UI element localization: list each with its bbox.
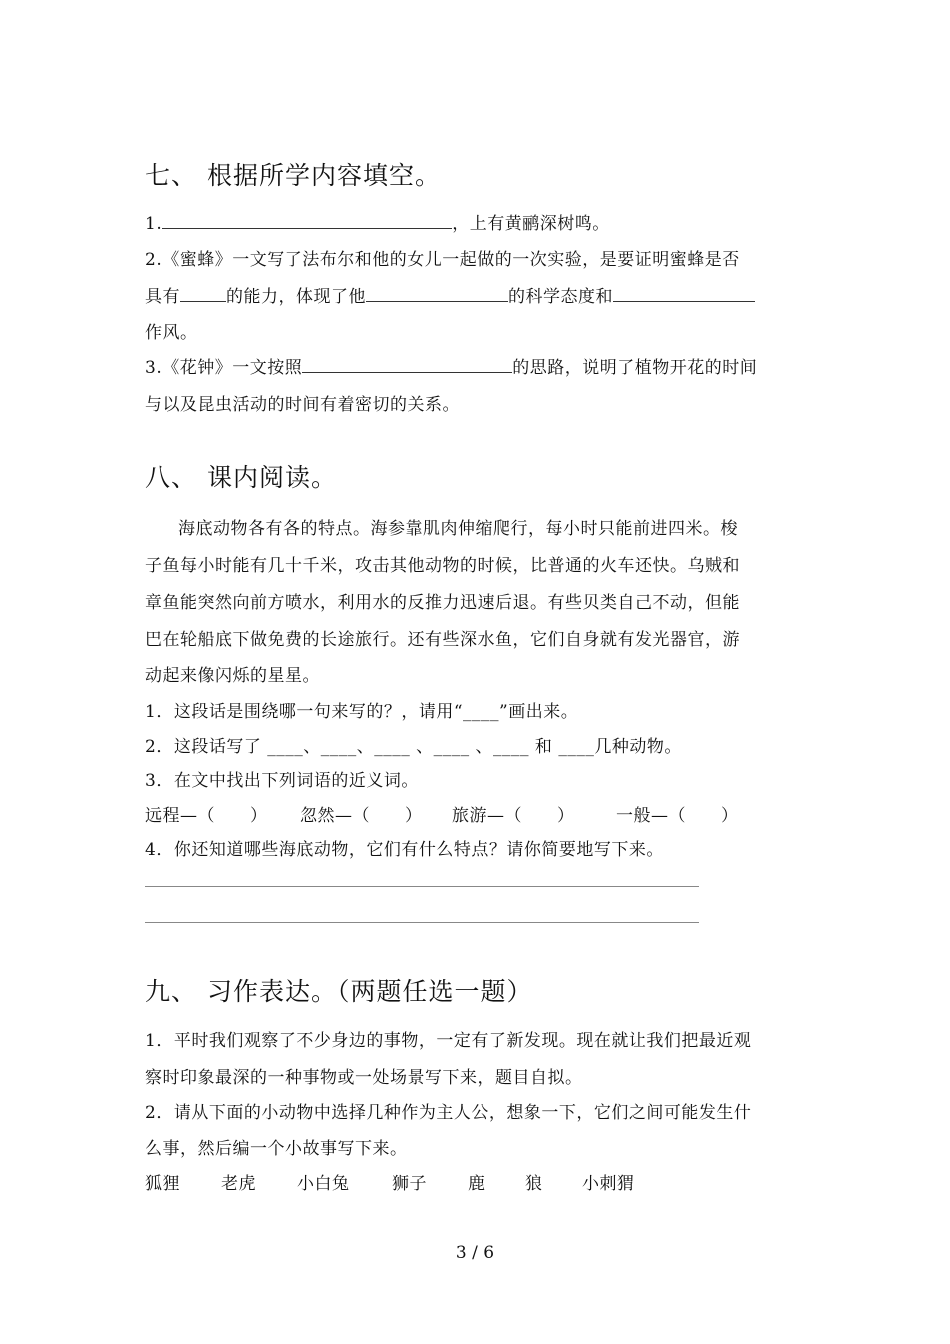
question-7-2-line1: 2.《蜜蜂》一文写了法布尔和他的女儿一起做的一次实验，是要证明蜜蜂是否 — [145, 250, 740, 270]
passage-line: 子鱼每小时能有几十千米，攻击其他动物的时候，比普通的火车还快。乌贼和 — [145, 556, 740, 576]
animal-item: 鹿 — [468, 1174, 486, 1194]
passage-line: 动起来像闪烁的星星。 — [145, 666, 320, 686]
question-text: 3.《花钟》一文按照 — [145, 358, 303, 378]
blank-line[interactable] — [366, 285, 508, 302]
prompt-2-line1: 2．请从下面的小动物中选择几种作为主人公，想象一下，它们之间可能发生什 — [145, 1103, 752, 1123]
blank-line[interactable] — [162, 212, 452, 229]
synonym-item[interactable]: 远程—（ ） — [145, 806, 268, 826]
animal-list — [145, 1169, 635, 1194]
section-title: 课内阅读。 — [207, 463, 338, 492]
page-number: 3 / 6 — [455, 1243, 495, 1263]
question-7-2-line3: 作风。 — [145, 323, 198, 343]
question-7-3-line1 — [145, 353, 757, 378]
prompt-2-line2: 么事，然后编一个小故事写下来。 — [145, 1139, 408, 1159]
section-number: 八、 — [145, 463, 198, 492]
prompt-1-line1: 1．平时我们观察了不少身边的事物，一定有了新发现。现在就让我们把最近观 — [145, 1031, 752, 1051]
section-number: 七、 — [145, 161, 198, 190]
animal-item: 小刺猬 — [582, 1174, 635, 1194]
section-number: 九、 — [145, 977, 198, 1006]
animal-item: 小白兔 — [297, 1174, 350, 1194]
synonym-item[interactable]: 旅游—（ ） — [452, 806, 575, 826]
question-7-2-line2 — [145, 282, 755, 307]
prompt-1-line2: 察时印象最深的一种事物或一处场景写下来，题目自拟。 — [145, 1068, 583, 1088]
animal-item: 狮子 — [392, 1174, 427, 1194]
section-title: 根据所学内容填空。 — [207, 161, 442, 190]
passage-line: 巴在轮船底下做免费的长途旅行。还有些深水鱼，它们自身就有发光器官，游 — [145, 630, 740, 650]
question-7-3-line2: 与以及昆虫活动的时间有着密切的关系。 — [145, 395, 460, 415]
animal-item: 老虎 — [221, 1174, 256, 1194]
question-text: 具有 — [145, 287, 180, 307]
section-title: 习作表达。（两题任选一题） — [207, 977, 533, 1006]
passage-line: 海底动物各有各的特点。海参靠肌肉伸缩爬行，每小时只能前进四米。梭 — [178, 519, 738, 539]
synonym-row — [145, 801, 739, 826]
section-7-heading — [145, 156, 441, 192]
blank-line[interactable] — [180, 285, 226, 302]
blank-line[interactable] — [302, 356, 512, 373]
question-text: ，上有黄鹂深树鸣。 — [452, 214, 610, 234]
animal-item: 狐狸 — [145, 1174, 180, 1194]
question-8-1: 1．这段话是围绕哪一句来写的？，请用“____”画出来。 — [145, 702, 579, 722]
synonym-item[interactable]: 一般—（ ） — [616, 806, 739, 826]
passage-line: 章鱼能突然向前方喷水，利用水的反推力迅速后退。有些贝类自己不动，但能 — [145, 593, 740, 613]
section-8-heading — [145, 458, 337, 494]
question-7-1 — [145, 209, 610, 234]
question-text: 的科学态度和 — [508, 287, 613, 307]
question-8-2: 2．这段话写了 ____、____、____ 、____ 、____ 和 ____几种动物。 — [145, 737, 682, 757]
question-text: 的能力，体现了他 — [226, 287, 366, 307]
blank-line[interactable] — [613, 285, 755, 302]
question-number: 1. — [145, 214, 163, 234]
animal-item: 狼 — [525, 1174, 543, 1194]
synonym-item[interactable]: 忽然—（ ） — [300, 806, 423, 826]
answer-line[interactable] — [145, 922, 699, 923]
question-text: 的思路，说明了植物开花的时间 — [512, 358, 758, 378]
question-8-3: 3．在文中找出下列词语的近义词。 — [145, 771, 419, 791]
question-8-4: 4．你还知道哪些海底动物，它们有什么特点？请你简要地写下来。 — [145, 840, 664, 860]
answer-line[interactable] — [145, 886, 699, 887]
section-9-heading — [145, 972, 533, 1008]
